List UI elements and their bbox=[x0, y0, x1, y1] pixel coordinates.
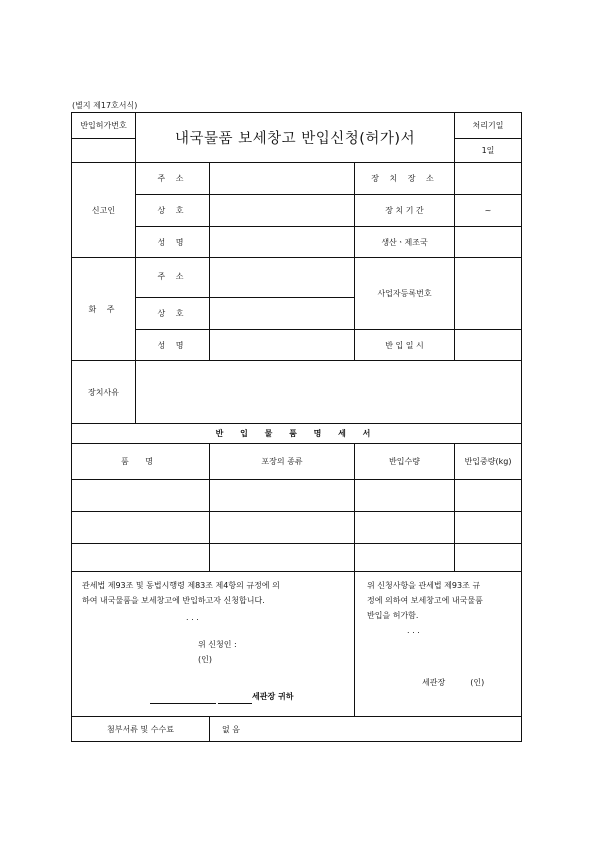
storage-reason-label: 장치사유 bbox=[72, 361, 136, 424]
applicant-seal: (인) bbox=[198, 655, 212, 664]
addressee-label: 세관장 귀하 bbox=[252, 692, 294, 701]
quantity-cell[interactable] bbox=[355, 544, 455, 572]
storage-place-field[interactable] bbox=[455, 163, 522, 195]
owner-address-field[interactable] bbox=[210, 258, 355, 298]
owner-trade-name-label: 상 호 bbox=[136, 298, 210, 330]
item-row bbox=[72, 480, 522, 512]
declarant-address-field[interactable] bbox=[210, 163, 355, 195]
declarant-label: 신고인 bbox=[72, 163, 136, 258]
quantity-cell[interactable] bbox=[355, 512, 455, 544]
owner-label: 화 주 bbox=[72, 258, 136, 361]
items-section-title: 반 입 물 품 명 세 서 bbox=[72, 424, 522, 444]
permit-number-value[interactable] bbox=[72, 139, 136, 163]
weight-cell[interactable] bbox=[455, 480, 522, 512]
owner-trade-name-field[interactable] bbox=[210, 298, 355, 330]
attachments-value: 없 음 bbox=[210, 717, 522, 742]
processing-period-label: 처리기일 bbox=[455, 113, 522, 139]
declarant-trade-name-label: 상 호 bbox=[136, 195, 210, 227]
approval-line-2: 정에 의하여 보세창고에 내국물품 bbox=[367, 596, 483, 605]
approval-line-3: 반입을 허가함. bbox=[367, 611, 419, 620]
storage-period-label: 장 치 기 간 bbox=[355, 195, 455, 227]
form-title: 내국물품 보세창고 반입신청(허가)서 bbox=[136, 113, 455, 163]
owner-name-label: 성 명 bbox=[136, 330, 210, 361]
customs-office-blank[interactable] bbox=[150, 694, 216, 704]
declarant-trade-name-field[interactable] bbox=[210, 195, 355, 227]
business-reg-no-field[interactable] bbox=[455, 258, 522, 330]
form-number-caption: (별지 제17호서식) bbox=[72, 101, 138, 110]
item-name-header: 품 명 bbox=[72, 444, 210, 480]
packaging-type-cell[interactable] bbox=[210, 544, 355, 572]
customs-officer-label: 세관장 bbox=[422, 678, 446, 687]
origin-country-label: 생산ㆍ제조국 bbox=[355, 227, 455, 258]
processing-period-value: 1일 bbox=[455, 139, 522, 163]
entry-datetime-label: 반 입 일 시 bbox=[355, 330, 455, 361]
weight-cell[interactable] bbox=[455, 512, 522, 544]
weight-header: 반입중량(kg) bbox=[455, 444, 522, 480]
storage-period-field[interactable]: ~ bbox=[455, 195, 522, 227]
item-row bbox=[72, 544, 522, 572]
owner-name-field[interactable] bbox=[210, 330, 355, 361]
application-date[interactable]: . . . bbox=[186, 613, 199, 622]
declarant-address-label: 주 소 bbox=[136, 163, 210, 195]
business-reg-no-label: 사업자등록번호 bbox=[355, 258, 455, 330]
packaging-type-cell[interactable] bbox=[210, 512, 355, 544]
item-name-cell[interactable] bbox=[72, 480, 210, 512]
item-name-cell[interactable] bbox=[72, 544, 210, 572]
owner-address-label: 주 소 bbox=[136, 258, 210, 298]
quantity-header: 반입수량 bbox=[355, 444, 455, 480]
packaging-type-cell[interactable] bbox=[210, 480, 355, 512]
approval-statement bbox=[355, 572, 522, 717]
storage-reason-field[interactable] bbox=[136, 361, 522, 424]
storage-place-label: 장 치 장 소 bbox=[355, 163, 455, 195]
permit-number-label: 반입허가번호 bbox=[72, 113, 136, 139]
declarant-name-field[interactable] bbox=[210, 227, 355, 258]
applicant-label: 위 신청인 : bbox=[198, 640, 237, 649]
approval-line-1: 위 신청사항을 관세법 제93조 규 bbox=[367, 581, 481, 590]
application-declaration bbox=[72, 572, 355, 717]
attachments-label: 첨부서류 및 수수료 bbox=[72, 717, 210, 742]
application-line-1: 관세법 제93조 및 동법시행령 제83조 제4항의 규정에 의 bbox=[82, 581, 280, 590]
import-application-form bbox=[71, 112, 522, 742]
item-row bbox=[72, 512, 522, 544]
quantity-cell[interactable] bbox=[355, 480, 455, 512]
origin-country-field[interactable] bbox=[455, 227, 522, 258]
approval-date: . . . bbox=[407, 626, 420, 635]
customs-office-blank-2[interactable] bbox=[218, 694, 252, 704]
item-name-cell[interactable] bbox=[72, 512, 210, 544]
application-line-2: 하여 내국물품을 보세창고에 반입하고자 신청합니다. bbox=[82, 596, 265, 605]
approval-seal: (인) bbox=[470, 678, 485, 687]
weight-cell[interactable] bbox=[455, 544, 522, 572]
packaging-type-header: 포장의 종류 bbox=[210, 444, 355, 480]
declarant-name-label: 성 명 bbox=[136, 227, 210, 258]
entry-datetime-field[interactable] bbox=[455, 330, 522, 361]
